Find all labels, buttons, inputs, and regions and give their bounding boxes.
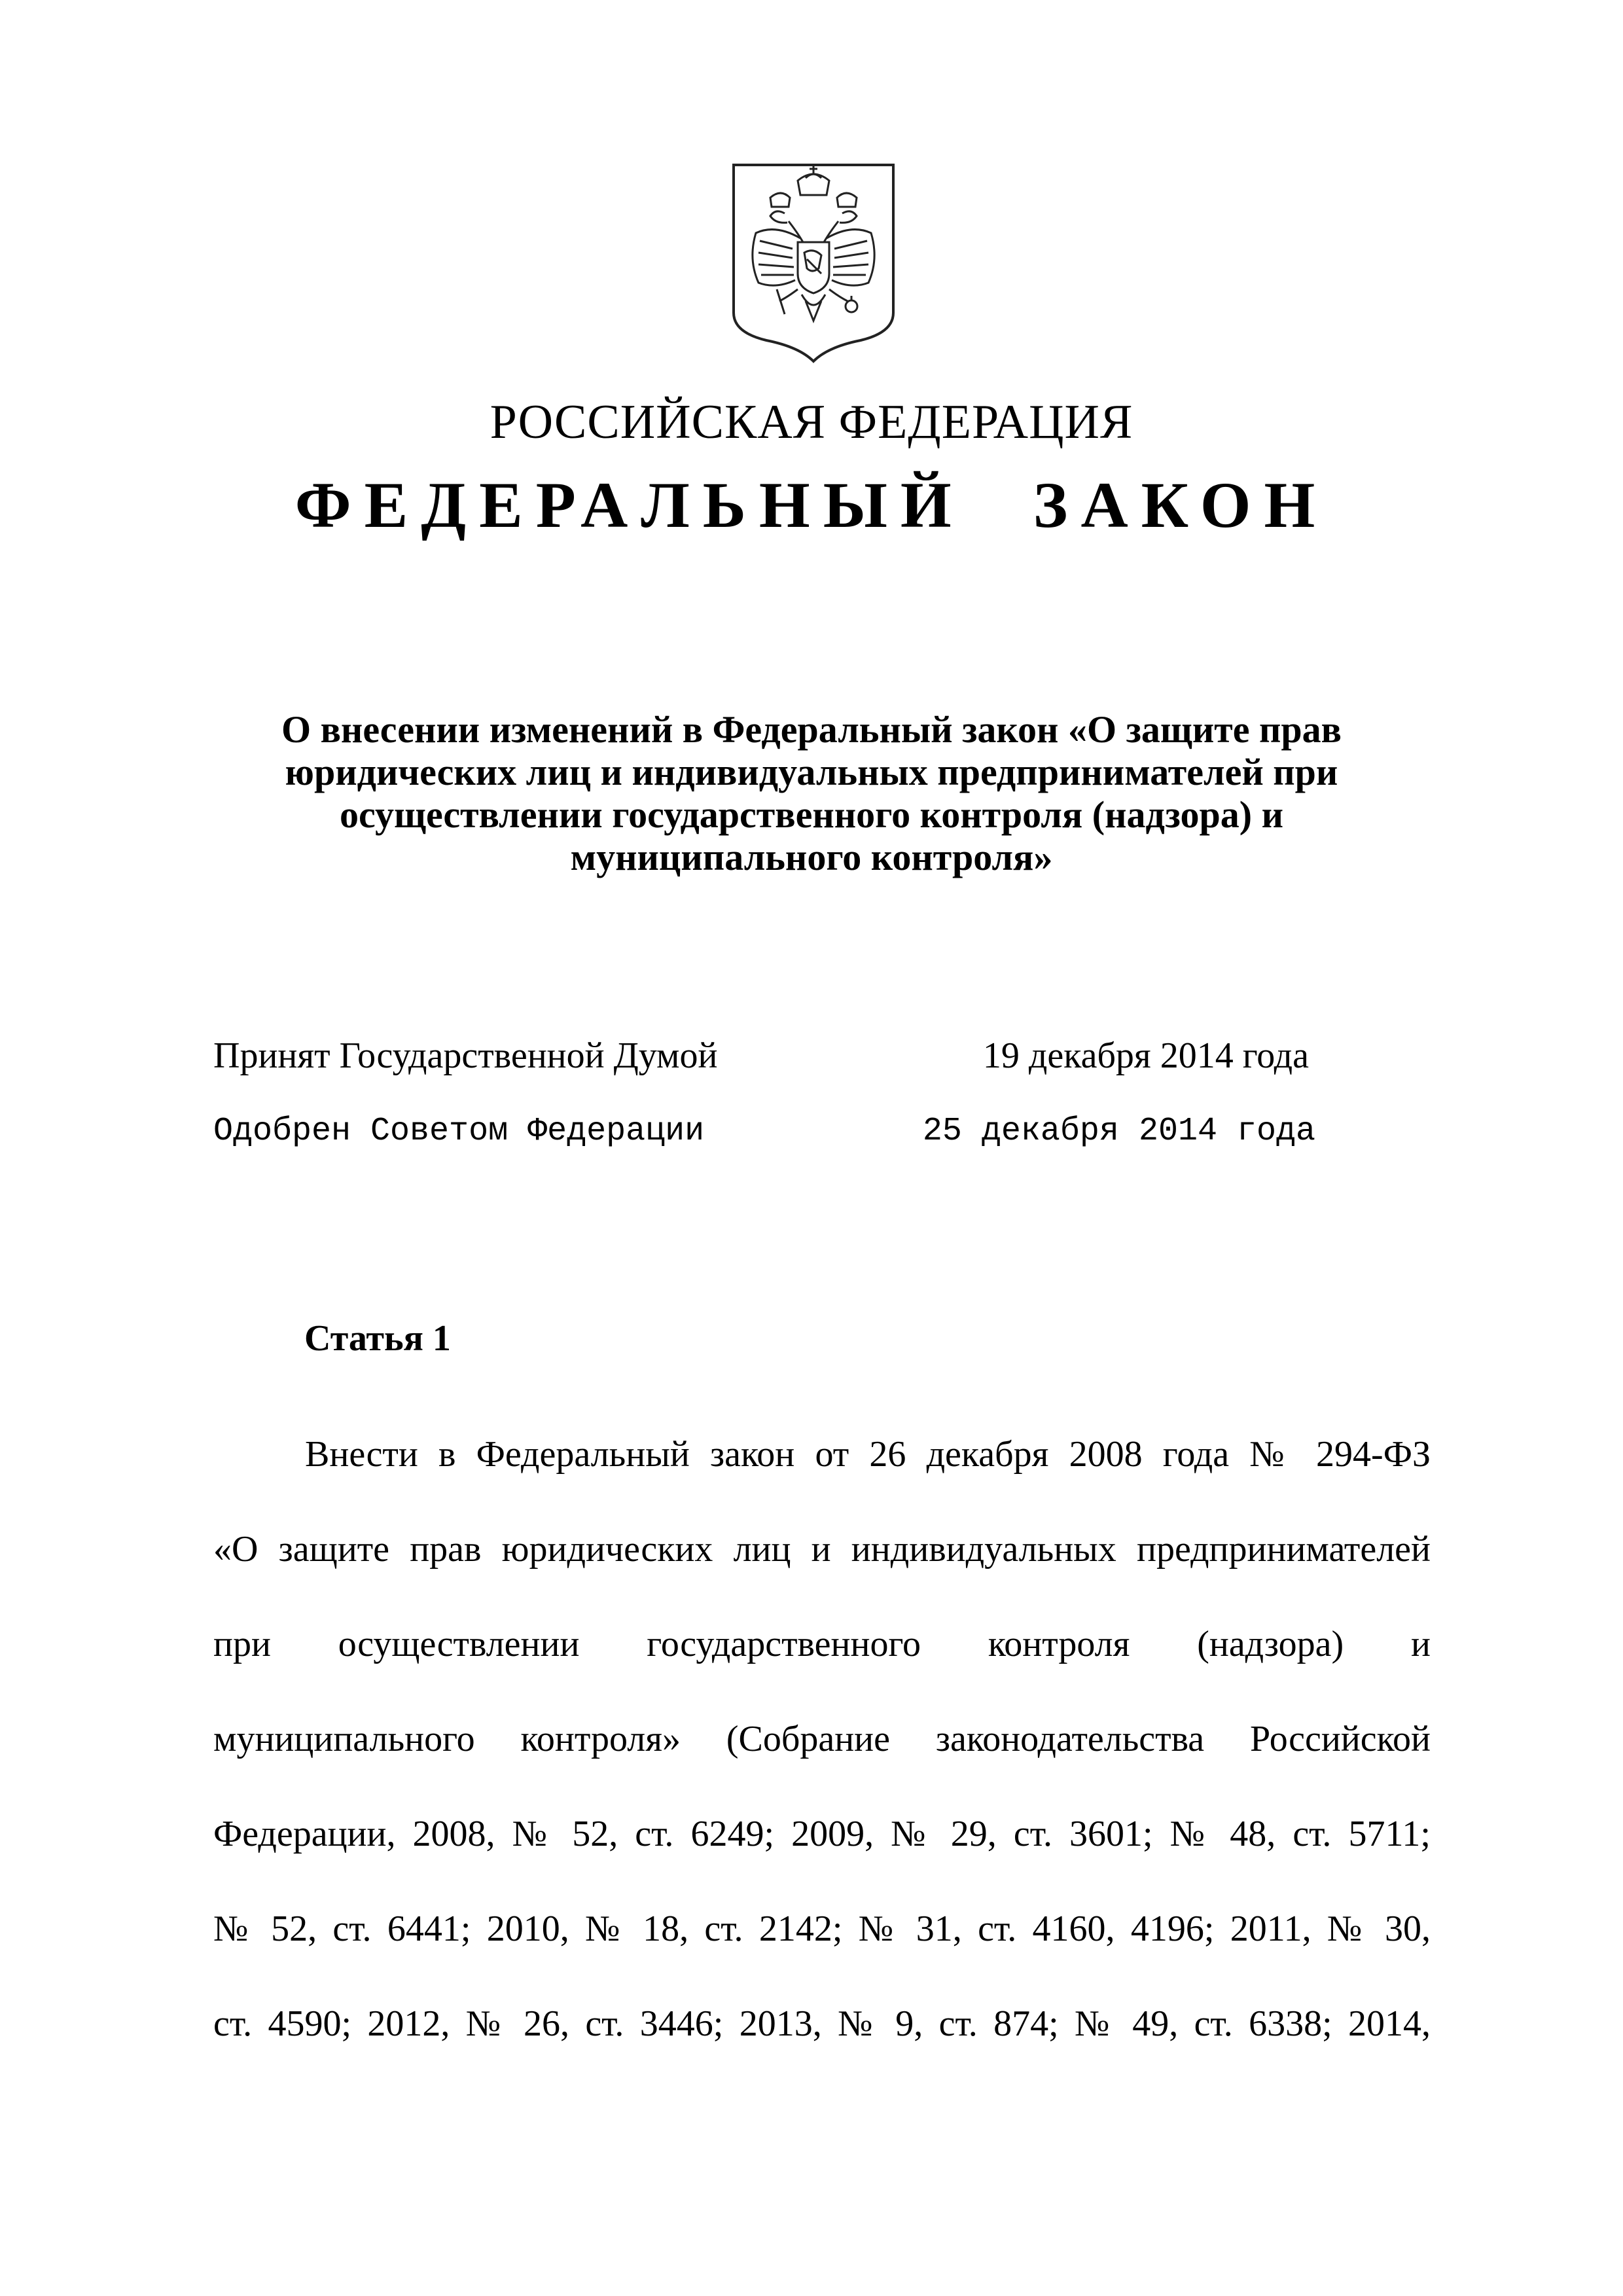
approval-date: 25 декабря 2014 года bbox=[922, 1113, 1315, 1150]
article-text-line: Федерации, 2008, № 52, ст. 6249; 2009, № 29, ст. 3601; № 48, ст. 5711; bbox=[213, 1814, 1431, 1854]
article-text-line: № 52, ст. 6441; 2010, № 18, ст. 2142; № 31, ст. 4160, 4196; 2011, № 30, bbox=[213, 1909, 1431, 1949]
country-name: РОССИЙСКАЯ ФЕДЕРАЦИЯ bbox=[490, 395, 1133, 449]
law-title bbox=[223, 708, 1400, 878]
document-type-heading: ФЕДЕРАЛЬНЫЙ ЗАКОН bbox=[294, 469, 1329, 541]
approval-date: 19 декабря 2014 года bbox=[982, 1035, 1309, 1076]
law-title-line: осуществлении государственного контроля (надзора) и bbox=[340, 793, 1283, 836]
article-text-line: ст. 4590; 2012, № 26, ст. 3446; 2013, № 9, ст. 874; № 49, ст. 6338; 2014, bbox=[213, 2003, 1431, 2044]
law-title-line: юридических лиц и индивидуальных предпринимателей при bbox=[285, 751, 1338, 793]
russian-coat-of-arms-icon bbox=[730, 161, 897, 365]
article-text-line: муниципального контроля» (Собрание законодательства Российской bbox=[213, 1719, 1431, 1759]
article-text-line: Внести в Федеральный закон от 26 декабря 2008 года № 294-ФЗ bbox=[305, 1434, 1431, 1475]
article-text-line: «О защите прав юридических лиц и индивидуальных предпринимателей bbox=[213, 1529, 1431, 1570]
article-text-line: при осуществлении государственного контроля (надзора) и bbox=[213, 1624, 1431, 1664]
law-title-line: муниципального контроля» bbox=[570, 836, 1053, 878]
approval-label: Принят Государственной Думой bbox=[213, 1035, 718, 1076]
law-title-line: О внесении изменений в Федеральный закон «О защите прав bbox=[281, 708, 1342, 751]
article-body bbox=[213, 1407, 1431, 2072]
approval-label: Одобрен Советом Федерации bbox=[213, 1113, 705, 1150]
article-heading: Статья 1 bbox=[304, 1318, 451, 1359]
